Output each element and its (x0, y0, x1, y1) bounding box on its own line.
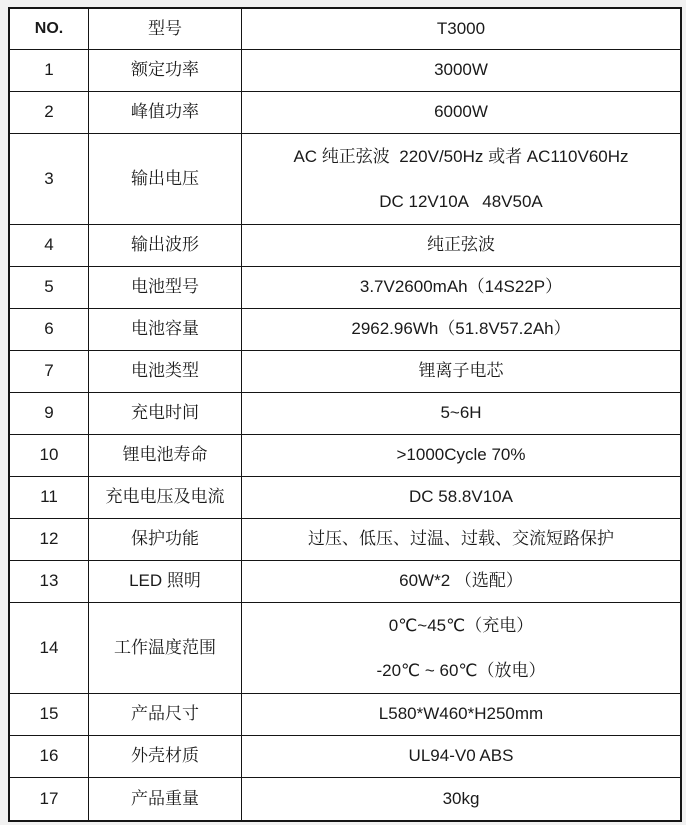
spec-table (8, 7, 682, 822)
row-spec-label: 产品重量 (89, 778, 242, 820)
row-spec-value (242, 134, 680, 224)
row-number: 5 (10, 267, 89, 308)
row-spec-value (242, 603, 680, 693)
header-model-value (242, 9, 680, 49)
table-row (10, 50, 680, 92)
row-spec-label: 峰值功率 (89, 92, 242, 133)
table-row (10, 778, 680, 820)
row-spec-value (242, 50, 680, 91)
row-spec-value-line: L580*W460*H250mm (378, 704, 544, 724)
row-spec-label: 输出波形 (89, 225, 242, 266)
row-number: 12 (10, 519, 89, 560)
row-spec-label: 锂电池寿命 (89, 435, 242, 476)
row-spec-label: LED 照明 (89, 561, 242, 602)
row-spec-value-line: 2962.96Wh（51.8V57.2Ah） (351, 319, 571, 339)
row-spec-label: 保护功能 (89, 519, 242, 560)
table-row (10, 736, 680, 778)
row-spec-value-line: -20℃ ~ 60℃（放电） (376, 661, 546, 680)
row-spec-value-line: >1000Cycle 70% (396, 445, 526, 465)
row-spec-value (242, 225, 680, 266)
row-spec-value-line: 60W*2 （选配） (399, 571, 523, 591)
row-spec-value (242, 519, 680, 560)
header-model-value-text: T3000 (436, 18, 486, 38)
row-number: 4 (10, 225, 89, 266)
row-spec-label: 电池容量 (89, 309, 242, 350)
table-row (10, 134, 680, 225)
table-header-row (10, 9, 680, 50)
row-spec-value-line: 5~6H (440, 403, 482, 423)
row-number: 17 (10, 778, 89, 820)
row-spec-value-line: 锂离子电芯 (418, 361, 504, 381)
row-spec-value-line: UL94-V0 ABS (408, 746, 514, 766)
header-model-label: 型号 (89, 9, 242, 49)
row-spec-value (242, 736, 680, 777)
row-spec-value-line: 3000W (434, 60, 488, 80)
row-number: 13 (10, 561, 89, 602)
row-spec-value-line: AC 纯正弦波 220V/50Hz 或者 AC110V60Hz (293, 147, 629, 166)
row-spec-value (242, 477, 680, 518)
row-spec-value-line: 0℃~45℃（充电） (388, 616, 534, 635)
table-row (10, 351, 680, 393)
row-spec-label: 电池类型 (89, 351, 242, 392)
row-spec-value (242, 778, 680, 820)
table-row (10, 603, 680, 694)
table-row (10, 694, 680, 736)
row-spec-label: 产品尺寸 (89, 694, 242, 735)
table-row (10, 92, 680, 134)
row-number: 11 (10, 477, 89, 518)
row-number: 10 (10, 435, 89, 476)
header-no: NO. (10, 9, 89, 49)
table-row (10, 225, 680, 267)
row-spec-value-line: 过压、低压、过温、过载、交流短路保护 (308, 529, 614, 549)
row-spec-value (242, 92, 680, 133)
row-number: 2 (10, 92, 89, 133)
row-number: 6 (10, 309, 89, 350)
row-number: 7 (10, 351, 89, 392)
row-spec-value (242, 561, 680, 602)
row-spec-value (242, 351, 680, 392)
row-spec-label: 额定功率 (89, 50, 242, 91)
row-number: 9 (10, 393, 89, 434)
row-number: 1 (10, 50, 89, 91)
row-spec-value (242, 694, 680, 735)
table-row (10, 561, 680, 603)
row-number: 14 (10, 603, 89, 693)
row-spec-label: 工作温度范围 (89, 603, 242, 693)
table-row (10, 477, 680, 519)
row-number: 3 (10, 134, 89, 224)
row-spec-label: 充电时间 (89, 393, 242, 434)
table-row (10, 393, 680, 435)
table-row (10, 435, 680, 477)
row-spec-value-line: 纯正弦波 (427, 235, 495, 255)
row-spec-label: 输出电压 (89, 134, 242, 224)
table-row (10, 309, 680, 351)
row-spec-label: 充电电压及电流 (89, 477, 242, 518)
row-spec-value (242, 309, 680, 350)
row-spec-label: 电池型号 (89, 267, 242, 308)
table-row (10, 267, 680, 309)
row-spec-value-line: DC 58.8V10A (409, 487, 513, 507)
row-spec-label: 外壳材质 (89, 736, 242, 777)
row-spec-value-line: DC 12V10A 48V50A (379, 192, 543, 211)
row-spec-value (242, 435, 680, 476)
row-spec-value (242, 267, 680, 308)
row-number: 15 (10, 694, 89, 735)
row-number: 16 (10, 736, 89, 777)
row-spec-value-line: 6000W (434, 102, 488, 122)
row-spec-value-line: 3.7V2600mAh（14S22P） (359, 277, 563, 297)
table-row (10, 519, 680, 561)
row-spec-value (242, 393, 680, 434)
row-spec-value-line: 30kg (442, 788, 480, 808)
